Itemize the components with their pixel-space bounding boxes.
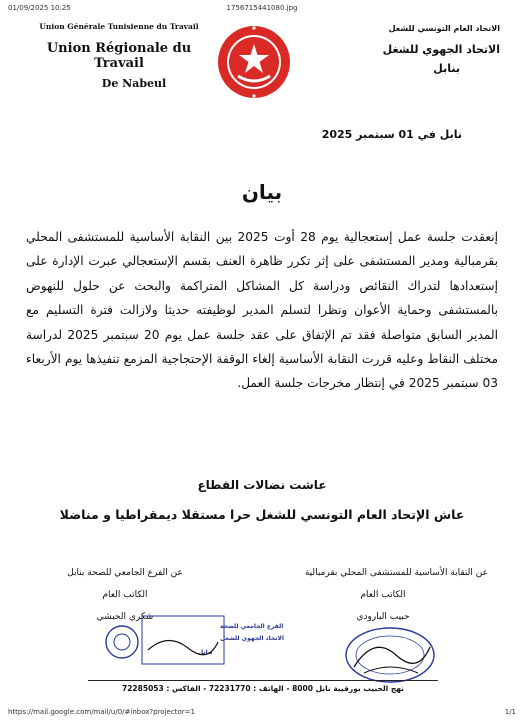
stamp-branch-line2: الاتحاد الجهوي للشغل xyxy=(220,635,285,642)
slogan-sector: عاشت نضالات القطاع xyxy=(197,478,327,492)
letterhead-ar-line2: الاتحاد الجهوي للشغل xyxy=(382,43,500,56)
union-stamp-icon xyxy=(344,625,436,685)
print-datetime: 01/09/2025 10:25 xyxy=(8,4,71,12)
print-filename: 1756715441080.jpg xyxy=(226,4,298,12)
ugtt-logo-icon xyxy=(216,24,292,100)
document-title: بيان xyxy=(241,180,283,204)
footer-contact: نهج الحبيب بورقيبة نابل 8000 - الهاتف : 72231770 - الفاكس : 72285053 xyxy=(88,680,438,693)
signature-left-org: عن الفرع الجامعي للصحة بنابل xyxy=(67,568,183,578)
letterhead-ar-line1: الاتحاد العام التونسي للشغل xyxy=(388,24,500,33)
letterhead-fr-line2: Union Régionale du Travail xyxy=(46,41,192,71)
slogan-union: عاش الإتحاد العام التونسي للشغل حرا مستقلا ديمقراطيا و مناضلا xyxy=(59,507,465,522)
signature-right-name: حبيب البارودي xyxy=(356,612,410,622)
print-page-number: 1/1 xyxy=(504,708,516,716)
document-date: نابل في 01 سبتمبر 2025 xyxy=(321,128,462,141)
signature-right-role: الكاتب العام xyxy=(360,590,406,600)
signature-left-role: الكاتب العام xyxy=(102,590,148,600)
letterhead-french xyxy=(24,22,214,90)
stamp-branch-line1: الفرع الجامعي للصحة xyxy=(220,623,284,630)
branch-stamp-icon xyxy=(98,612,285,668)
signature-right-org: عن النقابة الأساسية للمستشفى المحلي بقرمبالية xyxy=(304,568,488,578)
letterhead-fr-line1: Union Générale Tunisienne du Travail xyxy=(39,22,199,31)
statement-body: إنعقدت جلسة عمل إستعجالية يوم 28 أوت 2025 بين النقابة الأساسية للمستشفى المحلي بقرمبالية ومدير المستشفى على إثر تكرر ظاهرة العنف بقسم الإستعجالي عبرت الإدارة على إستعدادها لتدراك النقائص ودراسة كل المشاكل المتراكمة والبحث عن حلول للنهوض بالمستشفى وحماية الأعوان ونظرا لتسلم المدير لوظيفته حديثا ولازالت فترة التسليم مع المدير السابق متواصلة فقد تم الإتفاق على عقد جلسة عمل يوم 20 سبتمبر 2025 لدراسة مختلف النقاط وعليه قررت النقابة الأساسية إلغاء الوقفة الإحتجاجية المزمع تنفيذها يوم الأربعاء 03 سبتمبر 2025 في إنتظار مخرجات جلسة العمل. xyxy=(26,230,499,391)
stamp-branch-line3: بنابل xyxy=(198,649,213,656)
letterhead-arabic xyxy=(320,24,500,75)
letterhead-ar-line3: بنابل xyxy=(433,62,460,75)
letterhead-fr-line3: De Nabeul xyxy=(101,77,167,90)
signature-left-name: شكري الحبشي xyxy=(96,612,154,622)
print-url: https://mail.google.com/mail/u/0/#inbox?projector=1 xyxy=(8,708,195,716)
